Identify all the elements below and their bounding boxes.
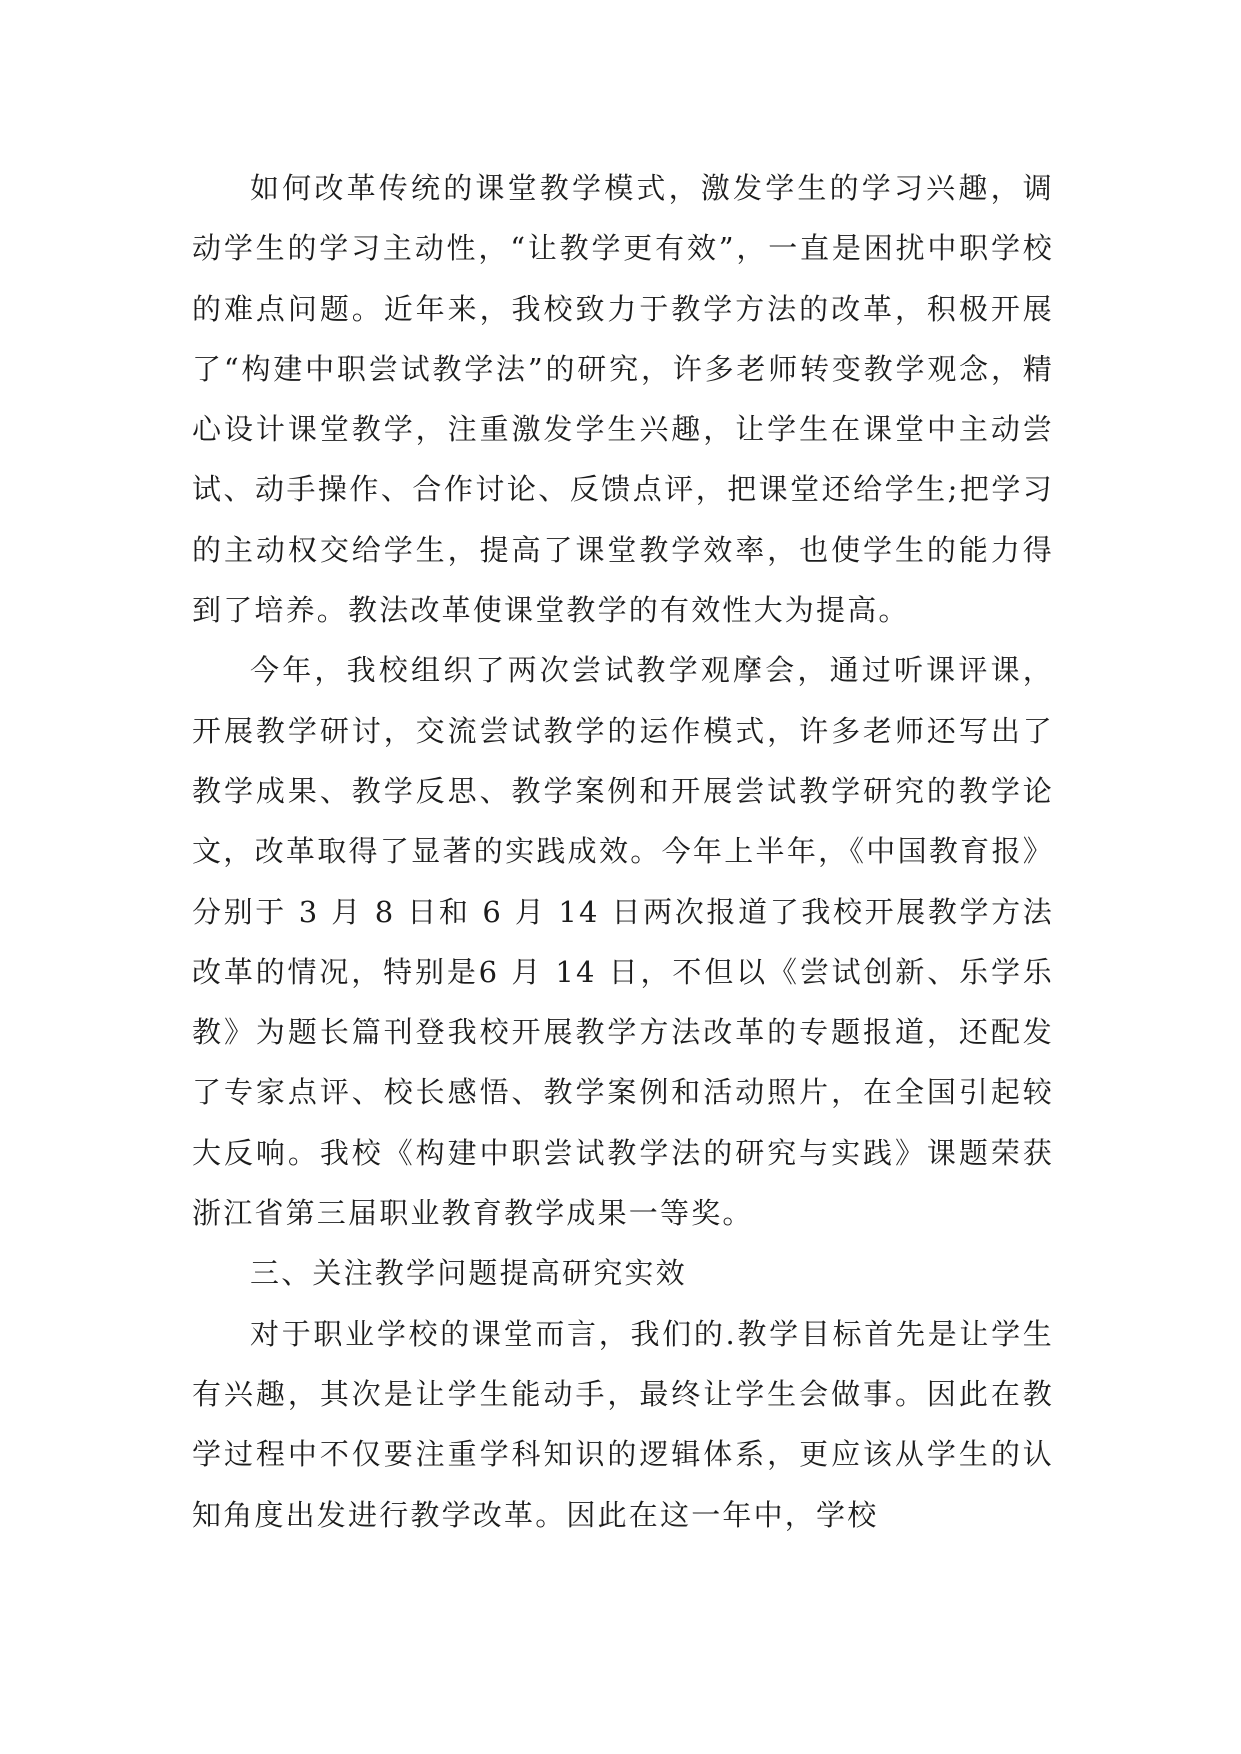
paragraph-observation-meetings: 今年，我校组织了两次尝试教学观摩会，通过听课评课，开展教学研讨，交流尝试教学的运作模式，许多老师还写出了教学成果、教学反思、教学案例和开展尝试教学研究的教学论文，改革取得了显著的实践成效。今年上半年，《中国教育报》分别于 3 月 8 日和 6 月 14 日两次报道了我校开展教学方法改革的情况，特别是6 月 14 日，不但以《尝试创新、乐学乐教》为题长篇刊登我校开展教学方法改革的专题报道，还配发了专家点评、校长感悟、教学案例和活动照片，在全国引起较大反响。我校《构建中职尝试教学法的研究与实践》课题荣获浙江省第三届职业教育教学成果一等奖。 (192, 653, 1054, 1231)
paragraph-classroom-goals: 对于职业学校的课堂而言，我们的.教学目标首先是让学生有兴趣，其次是让学生能动手，最终让学生会做事。因此在教学过程中不仅要注重学科知识的逻辑体系，更应该从学生的认知角度出发进行教学改革。因此在这一年中，学校 (192, 1316, 1054, 1532)
paragraph-teaching-reform: 如何改革传统的课堂教学模式，激发学生的学习兴趣，调动学生的学习主动性，“让教学更有效”，一直是困扰中职学校的难点问题。近年来，我校致力于教学方法的改革，积极开展了“构建中职尝试教学法”的研究，许多老师转变教学观念，精心设计课堂教学，注重激发学生兴趣，让学生在课堂中主动尝试、动手操作、合作讨论、反馈点评，把课堂还给学生;把学习的主动权交给学生，提高了课堂教学效率，也使学生的能力得到了培养。教法改革使课堂教学的有效性大为提高。 (192, 171, 1054, 628)
document-body (192, 158, 1054, 1545)
section-heading: 三、关注教学问题提高研究实效 (250, 1256, 687, 1291)
